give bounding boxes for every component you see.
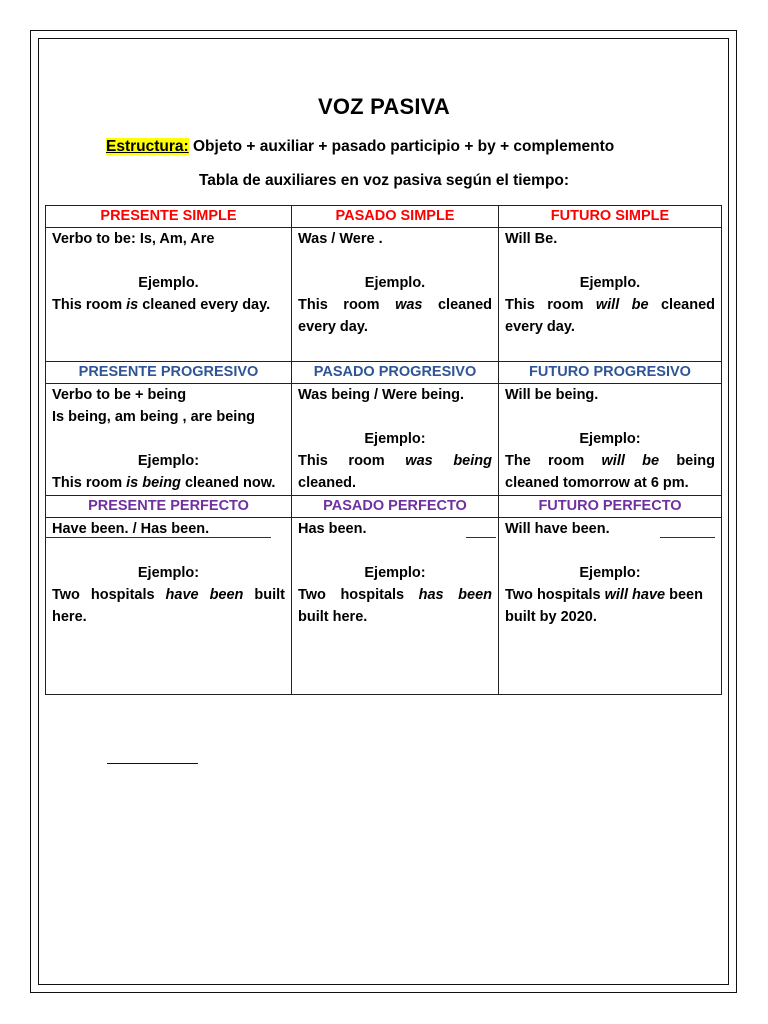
aux-text: Will have been. [505,521,610,537]
cell-pasado-perfecto [292,518,499,695]
page-title: VOZ PASIVA [318,94,450,119]
cell-futuro-progresivo [499,384,722,496]
aux-text: Will be being. [505,387,599,403]
example-label: Ejemplo. [364,275,426,291]
aux-text-forms: Is being, am being , are being [52,409,256,425]
aux-text: Was / Were . [298,231,383,247]
example-sentence: Two hospitals have been built [52,587,285,603]
header-pasado-perfecto: PASADO PERFECTO [292,496,499,518]
header-presente-simple: PRESENTE SIMPLE [46,206,292,228]
example-sentence: This room was being [298,453,492,469]
aux-text: Will Be. [505,231,558,247]
example-sentence: The room will be being [505,453,715,469]
cell-pasado-progresivo [292,384,499,496]
example-label: Ejemplo: [579,565,641,581]
cell-futuro-simple [499,228,722,362]
example-label: Ejemplo: [137,565,200,581]
header-futuro-progresivo: FUTURO PROGRESIVO [499,362,722,384]
table-row-perfect [46,518,722,695]
cell-presente-perfecto [46,518,292,695]
example-sentence-cont: here. [52,609,87,625]
example-sentence-cont: cleaned tomorrow at 6 pm. [505,475,689,491]
structure-label: Estructura: [106,138,189,155]
example-sentence: Two hospitals has been [298,587,493,603]
example-label: Ejemplo. [138,275,199,291]
example-sentence-cont: every day. [505,319,575,335]
aux-text: Verbo to be + being [52,387,187,403]
header-futuro-perfecto: FUTURO PERFECTO [499,496,722,518]
table-row-progressive [46,384,722,496]
header-presente-perfecto: PRESENTE PERFECTO [46,496,292,518]
aux-text: Has been. [298,521,367,537]
header-pasado-progresivo: PASADO PROGRESIVO [292,362,499,384]
aux-text: Have been. / Has been. [52,521,210,537]
example-sentence: This room will be cleaned [505,297,715,313]
header-pasado-simple: PASADO SIMPLE [292,206,499,228]
signature-line [107,763,198,764]
example-sentence-cont: built here. [298,609,368,625]
structure-line [106,138,614,156]
example-sentence-cont: built by 2020. [505,609,597,625]
example-sentence-cont: every day. [298,319,368,335]
example-sentence: This room is being cleaned now. [52,475,276,491]
example-label: Ejemplo: [579,431,641,447]
table-row-header-progressive [46,362,722,384]
header-presente-progresivo: PRESENTE PROGRESIVO [46,362,292,384]
aux-text: Verbo to be: Is, Am, Are [52,231,215,247]
stray-underline [45,537,271,538]
stray-underline [466,537,496,538]
table-row-header-simple [46,206,722,228]
cell-futuro-perfecto [499,518,722,695]
example-label: Ejemplo: [137,453,200,469]
table-row-simple [46,228,722,362]
example-sentence: This room is cleaned every day. [52,297,271,313]
example-sentence: This room was cleaned [298,297,492,313]
stray-underline [660,537,715,538]
header-futuro-simple: FUTURO SIMPLE [499,206,722,228]
cell-pasado-simple [292,228,499,362]
cell-presente-simple [46,228,292,362]
example-sentence: Two hospitals will have been [505,587,703,603]
auxiliaries-table [45,205,722,695]
example-sentence-cont: cleaned. [298,475,357,491]
table-caption: Tabla de auxiliares en voz pasiva según el tiempo: [198,172,570,189]
example-label: Ejemplo. [579,275,641,291]
structure-text: Objeto + auxiliar + pasado participio + by + complemento [188,138,615,155]
table-row-header-perfect [46,496,722,518]
example-label: Ejemplo: [364,431,426,447]
example-label: Ejemplo: [364,565,426,581]
cell-presente-progresivo [46,384,292,496]
aux-text: Was being / Were being. [298,387,464,403]
